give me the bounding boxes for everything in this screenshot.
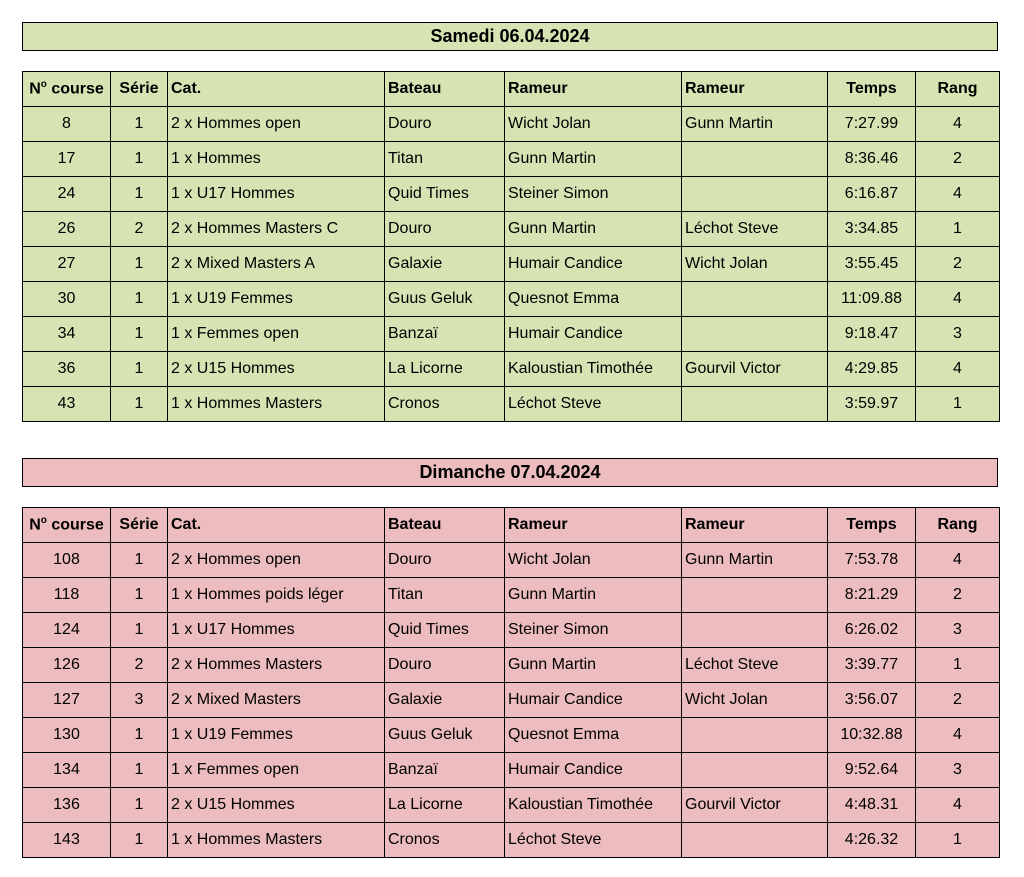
cell-rower-1: Humair Candice bbox=[505, 683, 682, 718]
cell-rank: 1 bbox=[916, 648, 1000, 683]
cell-serie: 1 bbox=[111, 387, 168, 422]
table-row bbox=[23, 107, 1000, 142]
cell-serie: 3 bbox=[111, 683, 168, 718]
cell-boat: Titan bbox=[385, 142, 505, 177]
cell-serie: 1 bbox=[111, 613, 168, 648]
cell-rank: 4 bbox=[916, 352, 1000, 387]
cell-boat: Galaxie bbox=[385, 683, 505, 718]
header-course-number: $N^o$ course bbox=[23, 508, 111, 543]
cell-course-number: 34 bbox=[23, 317, 111, 352]
cell-category: 2 x U15 Hommes bbox=[168, 788, 385, 823]
cell-boat: Douro bbox=[385, 543, 505, 578]
cell-course-number: 24 bbox=[23, 177, 111, 212]
header-boat: Bateau bbox=[385, 72, 505, 107]
cell-time: 3:39.77 bbox=[828, 648, 916, 683]
cell-category: 1 x U19 Femmes bbox=[168, 282, 385, 317]
cell-boat: Galaxie bbox=[385, 247, 505, 282]
cell-time: 4:26.32 bbox=[828, 823, 916, 858]
cell-category: 1 x Femmes open bbox=[168, 753, 385, 788]
cell-time: 4:48.31 bbox=[828, 788, 916, 823]
cell-course-number: 124 bbox=[23, 613, 111, 648]
cell-course-number: 136 bbox=[23, 788, 111, 823]
header-category: Cat. bbox=[168, 72, 385, 107]
table-row bbox=[23, 282, 1000, 317]
cell-rower-2: Gunn Martin bbox=[682, 543, 828, 578]
header-rower-1: Rameur bbox=[505, 508, 682, 543]
cell-rower-1: Steiner Simon bbox=[505, 613, 682, 648]
cell-category: 1 x U17 Hommes bbox=[168, 177, 385, 212]
cell-time: 8:36.46 bbox=[828, 142, 916, 177]
table-row bbox=[23, 753, 1000, 788]
cell-rank: 4 bbox=[916, 543, 1000, 578]
cell-time: 10:32.88 bbox=[828, 718, 916, 753]
cell-time: 6:16.87 bbox=[828, 177, 916, 212]
cell-boat: Guus Geluk bbox=[385, 718, 505, 753]
cell-time: 9:18.47 bbox=[828, 317, 916, 352]
cell-category: 2 x Hommes Masters bbox=[168, 648, 385, 683]
cell-course-number: 36 bbox=[23, 352, 111, 387]
cell-rank: 4 bbox=[916, 107, 1000, 142]
cell-rower-1: Humair Candice bbox=[505, 317, 682, 352]
cell-category: 1 x Hommes bbox=[168, 142, 385, 177]
cell-category: 1 x U17 Hommes bbox=[168, 613, 385, 648]
cell-category: 1 x U19 Femmes bbox=[168, 718, 385, 753]
table-row bbox=[23, 247, 1000, 282]
cell-time: 9:52.64 bbox=[828, 753, 916, 788]
cell-category: 2 x Hommes Masters C bbox=[168, 212, 385, 247]
cell-rank: 4 bbox=[916, 177, 1000, 212]
cell-rower-2: Gourvil Victor bbox=[682, 352, 828, 387]
cell-serie: 1 bbox=[111, 107, 168, 142]
table-row bbox=[23, 177, 1000, 212]
cell-course-number: 27 bbox=[23, 247, 111, 282]
cell-course-number: 126 bbox=[23, 648, 111, 683]
cell-serie: 2 bbox=[111, 212, 168, 247]
cell-serie: 1 bbox=[111, 317, 168, 352]
cell-course-number: 143 bbox=[23, 823, 111, 858]
cell-rower-1: Quesnot Emma bbox=[505, 718, 682, 753]
cell-rower-1: Gunn Martin bbox=[505, 212, 682, 247]
cell-category: 1 x Hommes Masters bbox=[168, 823, 385, 858]
cell-category: 1 x Femmes open bbox=[168, 317, 385, 352]
header-row bbox=[23, 72, 1000, 107]
table-row bbox=[23, 718, 1000, 753]
cell-rower-2 bbox=[682, 177, 828, 212]
header-time: Temps bbox=[828, 508, 916, 543]
cell-rower-2 bbox=[682, 823, 828, 858]
cell-boat: Banzaï bbox=[385, 317, 505, 352]
cell-boat: Douro bbox=[385, 212, 505, 247]
cell-time: 4:29.85 bbox=[828, 352, 916, 387]
header-rower-2: Rameur bbox=[682, 72, 828, 107]
sunday-results-table bbox=[22, 507, 1000, 858]
cell-serie: 1 bbox=[111, 578, 168, 613]
cell-category: 2 x Hommes open bbox=[168, 543, 385, 578]
cell-serie: 1 bbox=[111, 823, 168, 858]
table-row bbox=[23, 212, 1000, 247]
cell-rower-1: Léchot Steve bbox=[505, 823, 682, 858]
header-row bbox=[23, 508, 1000, 543]
cell-rank: 4 bbox=[916, 788, 1000, 823]
cell-rower-2: Léchot Steve bbox=[682, 648, 828, 683]
cell-rower-1: Gunn Martin bbox=[505, 648, 682, 683]
cell-category: 2 x Hommes open bbox=[168, 107, 385, 142]
cell-rower-2 bbox=[682, 718, 828, 753]
cell-rower-2 bbox=[682, 753, 828, 788]
cell-rank: 1 bbox=[916, 823, 1000, 858]
cell-serie: 1 bbox=[111, 352, 168, 387]
cell-boat: Douro bbox=[385, 107, 505, 142]
cell-rower-2 bbox=[682, 282, 828, 317]
cell-rank: 3 bbox=[916, 317, 1000, 352]
cell-time: 3:56.07 bbox=[828, 683, 916, 718]
cell-serie: 1 bbox=[111, 788, 168, 823]
cell-rower-1: Léchot Steve bbox=[505, 387, 682, 422]
table-row bbox=[23, 788, 1000, 823]
cell-rower-2 bbox=[682, 578, 828, 613]
header-rank: Rang bbox=[916, 508, 1000, 543]
cell-rower-1: Gunn Martin bbox=[505, 142, 682, 177]
cell-rower-2 bbox=[682, 142, 828, 177]
cell-course-number: 8 bbox=[23, 107, 111, 142]
cell-rower-1: Gunn Martin bbox=[505, 578, 682, 613]
cell-serie: 1 bbox=[111, 543, 168, 578]
header-rank: Rang bbox=[916, 72, 1000, 107]
header-boat: Bateau bbox=[385, 508, 505, 543]
cell-boat: La Licorne bbox=[385, 352, 505, 387]
cell-rower-2 bbox=[682, 317, 828, 352]
table-row bbox=[23, 648, 1000, 683]
cell-boat: La Licorne bbox=[385, 788, 505, 823]
cell-category: 2 x U15 Hommes bbox=[168, 352, 385, 387]
table-row bbox=[23, 578, 1000, 613]
cell-time: 7:27.99 bbox=[828, 107, 916, 142]
cell-course-number: 17 bbox=[23, 142, 111, 177]
cell-rower-1: Quesnot Emma bbox=[505, 282, 682, 317]
cell-course-number: 108 bbox=[23, 543, 111, 578]
cell-course-number: 26 bbox=[23, 212, 111, 247]
cell-rower-1: Humair Candice bbox=[505, 753, 682, 788]
cell-course-number: 118 bbox=[23, 578, 111, 613]
cell-rank: 1 bbox=[916, 212, 1000, 247]
cell-serie: 2 bbox=[111, 648, 168, 683]
header-course-number: $N^o$ course bbox=[23, 72, 111, 107]
header-category: Cat. bbox=[168, 508, 385, 543]
table-row bbox=[23, 823, 1000, 858]
cell-rank: 2 bbox=[916, 247, 1000, 282]
cell-time: 3:59.97 bbox=[828, 387, 916, 422]
cell-rower-2: Gourvil Victor bbox=[682, 788, 828, 823]
cell-rower-1: Wicht Jolan bbox=[505, 107, 682, 142]
cell-category: 1 x Hommes Masters bbox=[168, 387, 385, 422]
table-row bbox=[23, 317, 1000, 352]
saturday-results-table bbox=[22, 71, 1000, 422]
cell-category: 2 x Mixed Masters A bbox=[168, 247, 385, 282]
sunday-title: Dimanche 07.04.2024 bbox=[22, 458, 998, 487]
table-row bbox=[23, 387, 1000, 422]
cell-rank: 2 bbox=[916, 578, 1000, 613]
table-row bbox=[23, 613, 1000, 648]
saturday-title: Samedi 06.04.2024 bbox=[22, 22, 998, 51]
cell-time: 3:55.45 bbox=[828, 247, 916, 282]
cell-boat: Cronos bbox=[385, 387, 505, 422]
cell-serie: 1 bbox=[111, 282, 168, 317]
cell-rower-1: Wicht Jolan bbox=[505, 543, 682, 578]
header-serie: Série bbox=[111, 508, 168, 543]
cell-rower-2: Wicht Jolan bbox=[682, 247, 828, 282]
table-row bbox=[23, 352, 1000, 387]
cell-rower-2: Léchot Steve bbox=[682, 212, 828, 247]
cell-serie: 1 bbox=[111, 753, 168, 788]
header-serie: Série bbox=[111, 72, 168, 107]
cell-boat: Cronos bbox=[385, 823, 505, 858]
cell-serie: 1 bbox=[111, 142, 168, 177]
cell-rank: 4 bbox=[916, 282, 1000, 317]
cell-boat: Titan bbox=[385, 578, 505, 613]
cell-category: 2 x Mixed Masters bbox=[168, 683, 385, 718]
cell-boat: Banzaï bbox=[385, 753, 505, 788]
cell-time: 7:53.78 bbox=[828, 543, 916, 578]
header-rower-1: Rameur bbox=[505, 72, 682, 107]
cell-rank: 1 bbox=[916, 387, 1000, 422]
cell-time: 11:09.88 bbox=[828, 282, 916, 317]
cell-rower-1: Kaloustian Timothée bbox=[505, 788, 682, 823]
cell-time: 3:34.85 bbox=[828, 212, 916, 247]
table-row bbox=[23, 142, 1000, 177]
cell-course-number: 127 bbox=[23, 683, 111, 718]
cell-rank: 2 bbox=[916, 142, 1000, 177]
cell-rower-2 bbox=[682, 613, 828, 648]
header-time: Temps bbox=[828, 72, 916, 107]
table-row bbox=[23, 683, 1000, 718]
cell-boat: Guus Geluk bbox=[385, 282, 505, 317]
header-rower-2: Rameur bbox=[682, 508, 828, 543]
cell-serie: 1 bbox=[111, 247, 168, 282]
cell-rower-2 bbox=[682, 387, 828, 422]
cell-course-number: 43 bbox=[23, 387, 111, 422]
cell-category: 1 x Hommes poids léger bbox=[168, 578, 385, 613]
cell-course-number: 30 bbox=[23, 282, 111, 317]
cell-time: 8:21.29 bbox=[828, 578, 916, 613]
cell-rank: 2 bbox=[916, 683, 1000, 718]
cell-course-number: 130 bbox=[23, 718, 111, 753]
cell-serie: 1 bbox=[111, 177, 168, 212]
cell-rank: 3 bbox=[916, 753, 1000, 788]
cell-boat: Quid Times bbox=[385, 613, 505, 648]
cell-rower-2: Wicht Jolan bbox=[682, 683, 828, 718]
cell-rank: 3 bbox=[916, 613, 1000, 648]
table-row bbox=[23, 543, 1000, 578]
cell-boat: Douro bbox=[385, 648, 505, 683]
cell-rower-2: Gunn Martin bbox=[682, 107, 828, 142]
cell-time: 6:26.02 bbox=[828, 613, 916, 648]
cell-rank: 4 bbox=[916, 718, 1000, 753]
cell-serie: 1 bbox=[111, 718, 168, 753]
cell-course-number: 134 bbox=[23, 753, 111, 788]
cell-rower-1: Steiner Simon bbox=[505, 177, 682, 212]
cell-rower-1: Humair Candice bbox=[505, 247, 682, 282]
cell-boat: Quid Times bbox=[385, 177, 505, 212]
cell-rower-1: Kaloustian Timothée bbox=[505, 352, 682, 387]
